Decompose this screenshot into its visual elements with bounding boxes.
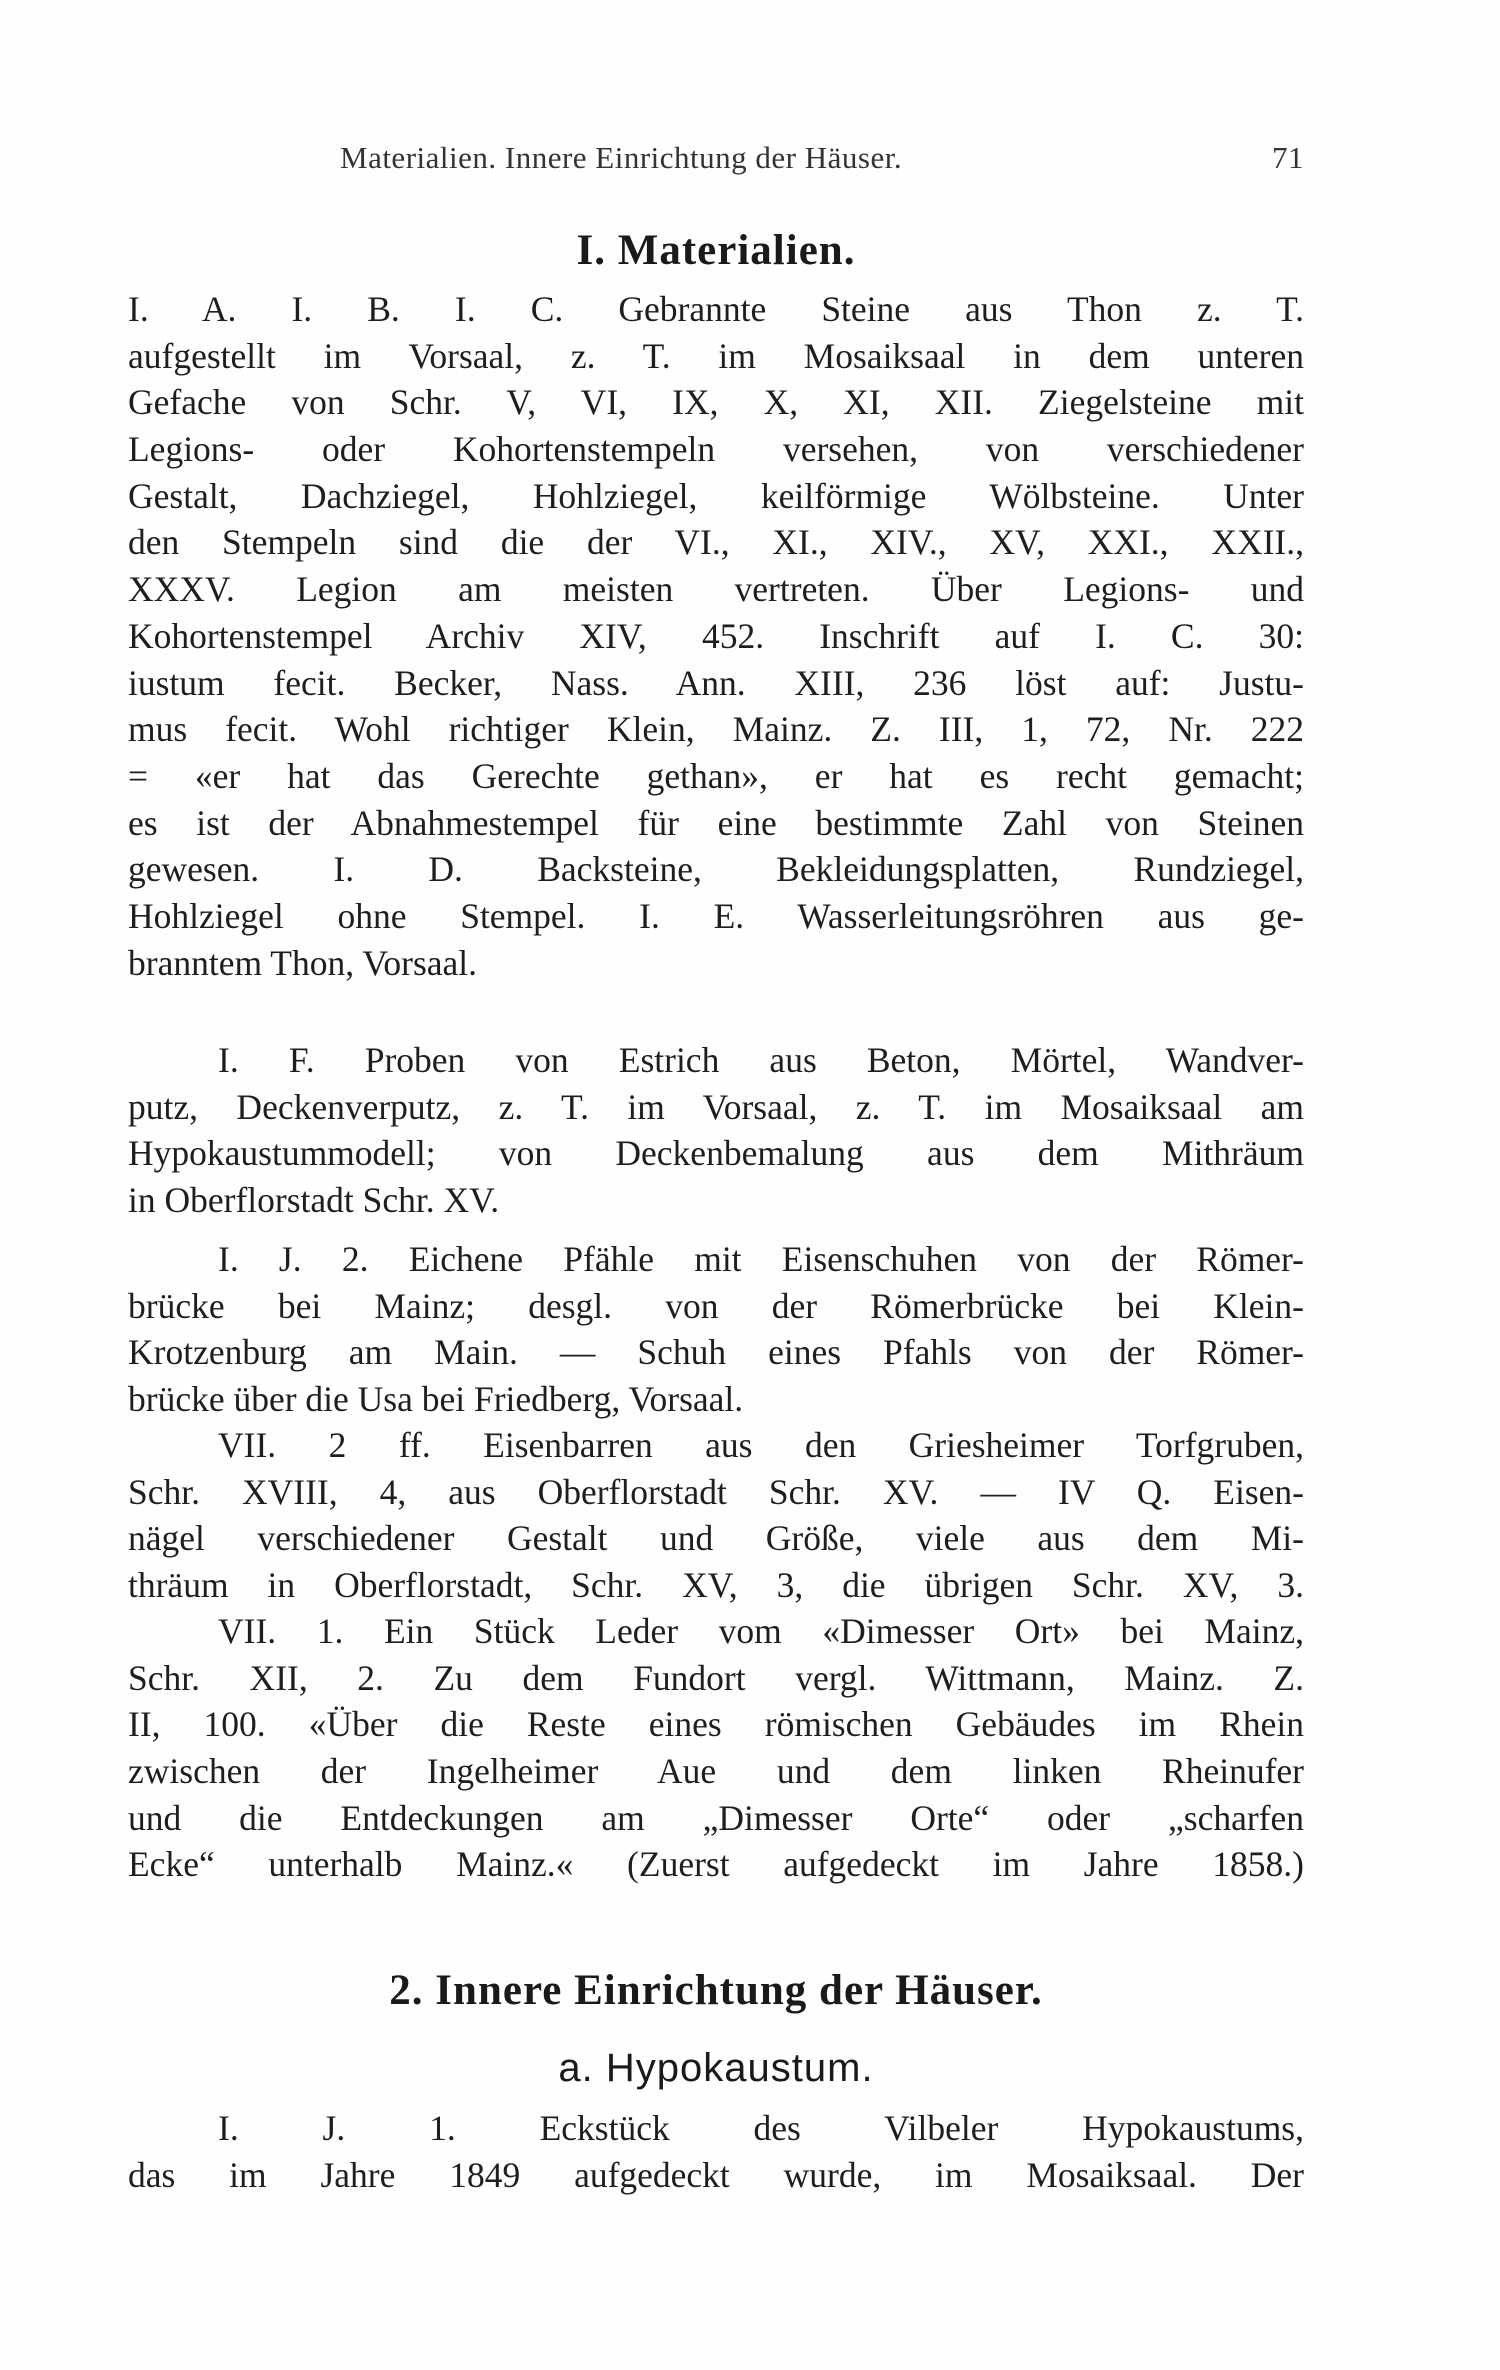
text-line: gewesen. I. D. Backsteine, Bekleidungsplatten, Rundziegel, bbox=[128, 849, 1304, 890]
text-line: I. F. Proben von Estrich aus Beton, Mörtel, Wandver- bbox=[218, 1040, 1304, 1080]
paragraph-pfaehle bbox=[128, 1236, 1304, 1423]
text-line: iustum fecit. Becker, Nass. Ann. XIII, 236 löst auf: Justu- bbox=[128, 662, 1304, 703]
text-line: mus fecit. Wohl richtiger Klein, Mainz. Z. III, 1, 72, Nr. 222 bbox=[128, 709, 1304, 750]
text-line: VII. 2 ff. Eisenbarren aus den Griesheimer Torfgruben, bbox=[218, 1425, 1304, 1465]
text-line: in Oberflorstadt Schr. XV. bbox=[128, 1180, 500, 1221]
paragraph-leder bbox=[128, 1608, 1304, 1888]
text-line: Ecke“ unterhalb Mainz.« (Zuerst aufgedeckt im Jahre 1858.) bbox=[128, 1844, 1304, 1885]
text-line: Schr. XII, 2. Zu dem Fundort vergl. Wittmann, Mainz. Z. bbox=[128, 1657, 1304, 1698]
text-line: zwischen der Ingelheimer Aue und dem linken Rheinufer bbox=[128, 1751, 1304, 1792]
text-line: Krotzenburg am Main. — Schuh eines Pfahls von der Römer- bbox=[128, 1332, 1304, 1373]
page-number: 71 bbox=[1272, 140, 1304, 175]
text-line: I. A. I. B. I. C. Gebrannte Steine aus Thon z. T. bbox=[128, 289, 1304, 329]
text-line: nägel verschiedener Gestalt und Größe, viele aus dem Mi- bbox=[128, 1518, 1304, 1559]
text-line: Gestalt, Dachziegel, Hohlziegel, keilförmige Wölbsteine. Unter bbox=[128, 475, 1304, 516]
text-line: I. J. 2. Eichene Pfähle mit Eisenschuhen von der Römer- bbox=[218, 1239, 1304, 1279]
text-line: Kohortenstempel Archiv XIV, 452. Inschrift auf I. C. 30: bbox=[128, 615, 1304, 656]
text-line: Legions- oder Kohortenstempeln versehen, von verschiedener bbox=[128, 429, 1304, 470]
page-header bbox=[340, 140, 1304, 184]
text-line: Hohlziegel ohne Stempel. I. E. Wasserleitungsröhren aus ge- bbox=[128, 895, 1304, 936]
text-line: thräum in Oberflorstadt, Schr. XV, 3, die übrigen Schr. XV, 3. bbox=[128, 1565, 1304, 1606]
text-line: brücke bei Mainz; desgl. von der Römerbrücke bei Klein- bbox=[128, 1285, 1304, 1326]
section-heading-materialien: I. Materialien. bbox=[576, 227, 856, 274]
text-line: aufgestellt im Vorsaal, z. T. im Mosaiksaal in dem unteren bbox=[128, 335, 1304, 376]
text-line: branntem Thon, Vorsaal. bbox=[128, 942, 478, 983]
text-line: VII. 1. Ein Stück Leder vom «Dimesser Ort» bei Mainz, bbox=[218, 1611, 1304, 1651]
text-line: den Stempeln sind die der VI., XI., XIV., XV, XXI., XXII., bbox=[128, 522, 1304, 563]
text-line: Gefache von Schr. V, VI, IX, X, XI, XII. Ziegelsteine mit bbox=[128, 382, 1304, 423]
subsection-heading-hypokaustum: a. Hypokaustum. bbox=[558, 2046, 874, 2090]
text-line: II, 100. «Über die Reste eines römischen Gebäudes im Rhein bbox=[128, 1704, 1304, 1745]
text-line: Hypokaustummodell; von Deckenbemalung aus dem Mithräum bbox=[128, 1133, 1304, 1174]
text-line: XXXV. Legion am meisten vertreten. Über Legions- und bbox=[128, 569, 1304, 610]
running-title: Materialien. Innere Einrichtung der Häuser. bbox=[340, 140, 903, 175]
paragraph-eisenbarren bbox=[128, 1422, 1304, 1609]
paragraph-hypokaustum bbox=[128, 2105, 1304, 2198]
text-line: putz, Deckenverputz, z. T. im Vorsaal, z. T. im Mosaiksaal am bbox=[128, 1086, 1304, 1127]
paragraph-materialien-steine bbox=[128, 286, 1304, 986]
text-line: Schr. XVIII, 4, aus Oberflorstadt Schr. XV. — IV Q. Eisen- bbox=[128, 1471, 1304, 1512]
text-line: = «er hat das Gerechte gethan», er hat es recht gemacht; bbox=[128, 755, 1304, 796]
paragraph-estrich bbox=[128, 1037, 1304, 1224]
text-line: I. J. 1. Eckstück des Vilbeler Hypokaustums, bbox=[218, 2108, 1304, 2148]
text-line: es ist der Abnahmestempel für eine bestimmte Zahl von Steinen bbox=[128, 802, 1304, 843]
text-line: brücke über die Usa bei Friedberg, Vorsaal. bbox=[128, 1379, 744, 1420]
text-line: und die Entdeckungen am „Dimesser Orte“ oder „scharfen bbox=[128, 1797, 1304, 1838]
section-heading-innere-einrichtung: 2. Innere Einrichtung der Häuser. bbox=[389, 1967, 1043, 2014]
text-line: das im Jahre 1849 aufgedeckt wurde, im Mosaiksaal. Der bbox=[128, 2154, 1304, 2195]
